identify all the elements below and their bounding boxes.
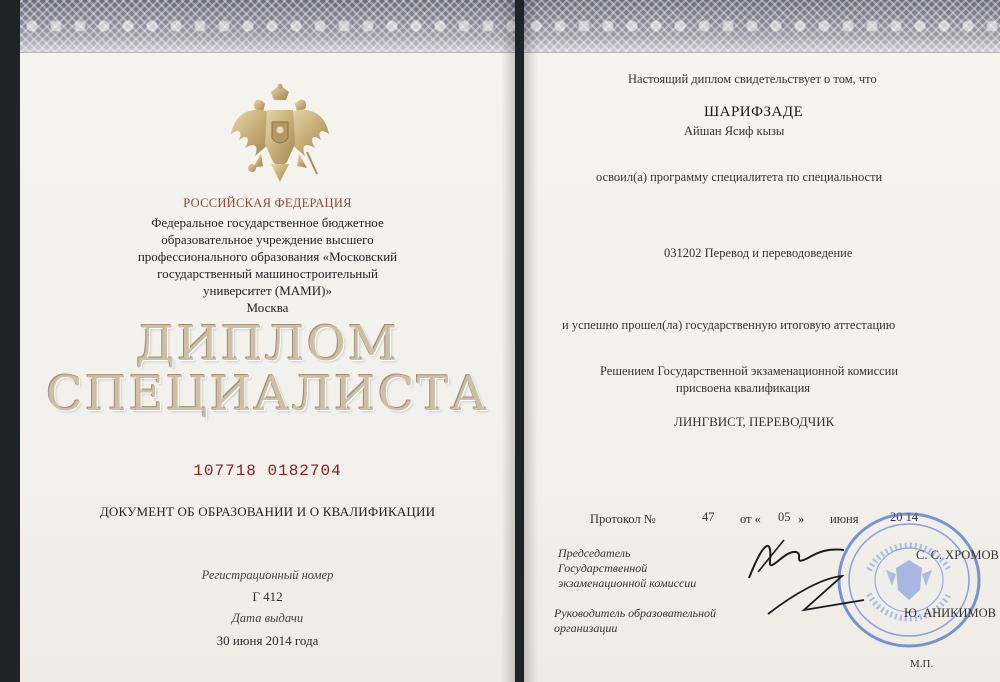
serial-number: 107718 0182704 <box>193 462 342 480</box>
federation-label: РОССИЙСКАЯ ФЕДЕРАЦИЯ <box>183 196 352 210</box>
intro-text: Настоящий диплом свидетельствует о том, что <box>628 72 877 86</box>
issue-date-label: Дата выдачи <box>231 611 304 625</box>
program-text: освоил(а) программу специалитета по специальности <box>596 170 883 184</box>
chairman-name: С. С. ХРОМОВ <box>916 548 999 562</box>
holder-surname: ШАРИФЗАДЕ <box>704 104 804 120</box>
chairman-label: Председатель Государственной экзаменационной комиссии <box>558 546 697 590</box>
protocol-quote: » <box>798 512 805 526</box>
issue-date: 30 июня 2014 года <box>216 633 319 648</box>
coat-of-arms-icon <box>225 82 335 192</box>
specialty: 031202 Перевод и переводоведение <box>664 246 853 260</box>
commission-text-line2: присвоена квалификация <box>676 381 811 395</box>
guilloche-border <box>524 0 1000 53</box>
qualification: ЛИНГВИСТ, ПЕРЕВОДЧИК <box>674 414 835 429</box>
protocol-number: 47 <box>702 510 715 524</box>
seal-label: М.П. <box>910 658 934 670</box>
head-name: Ю. АНИКИМОВ <box>904 606 997 620</box>
holder-given-name: Айшан Ясиф кызы <box>684 124 785 138</box>
protocol-day: 05 <box>778 510 791 524</box>
left-page <box>20 0 515 682</box>
institution-name: Федеральное государственное бюджетное образовательное учреждение высшего профессионального образования «Московский государственный машиностроительный университет (МАМИ)» Москва <box>137 215 398 315</box>
protocol-month: июня <box>830 512 859 526</box>
diploma-title-line1: ДИПЛОМ <box>135 316 400 372</box>
right-page <box>524 0 1000 682</box>
document-type: ДОКУМЕНТ ОБ ОБРАЗОВАНИИ И О КВАЛИФИКАЦИИ <box>99 504 436 519</box>
protocol-from: от « <box>740 512 761 526</box>
attestation-text: и успешно прошел(ла) государственную итоговую аттестацию <box>562 318 896 332</box>
registration-number: Г 412 <box>252 589 283 604</box>
commission-text-line1: Решением Государственной экзаменационной комиссии <box>600 364 899 378</box>
protocol-label: Протокол № <box>590 512 656 526</box>
guilloche-border <box>20 0 515 53</box>
diploma-title-line2: СПЕЦИАЛИСТА <box>46 366 489 422</box>
head-signature-icon <box>764 570 874 620</box>
head-label: Руководитель образовательной организации <box>554 606 717 635</box>
registration-label: Регистрационный номер <box>201 568 334 582</box>
protocol-year: 20 14 <box>890 510 919 524</box>
